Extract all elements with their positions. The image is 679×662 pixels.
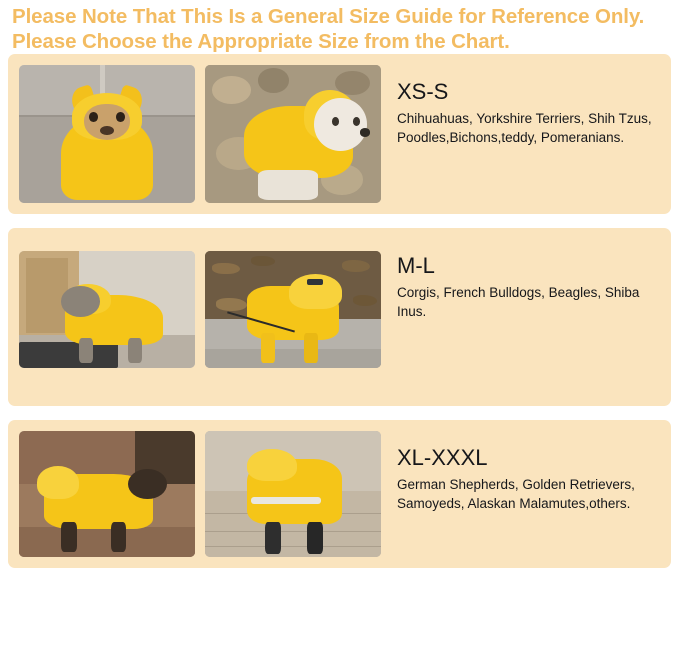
- size-label: XS-S: [397, 79, 449, 104]
- photo-dog-autumn-leaves: [205, 251, 381, 368]
- size-info-m-l: [397, 239, 660, 321]
- photo-chihuahua-raincoat: [19, 65, 195, 203]
- size-label: M-L: [397, 253, 435, 278]
- size-row-xl-xxxl: [8, 420, 671, 568]
- size-label: XL-XXXL: [397, 445, 488, 470]
- photo-large-dog-reflective: [205, 431, 381, 557]
- breed-list: Chihuahuas, Yorkshire Terriers, Shih Tzus, Poodles,Bichons,teddy, Pomeranians.: [397, 111, 652, 145]
- breed-list: Corgis, French Bulldogs, Beagles, Shiba Inus.: [397, 285, 640, 319]
- photo-dog-doorway: [19, 251, 195, 368]
- breed-list: German Shepherds, Golden Retrievers, Samoyeds, Alaskan Malamutes,others.: [397, 477, 635, 511]
- size-row-xs-s: [8, 54, 671, 214]
- page-title: Please Note That This Is a General Size Guide for Reference Only. Please Choose the Appropriate Size from the Chart.: [12, 5, 645, 53]
- size-info-xl-xxxl: [397, 431, 660, 513]
- size-info-xs-s: [397, 65, 660, 147]
- photo-large-dog-rug: [19, 431, 195, 557]
- photo-doodle-couch: [205, 65, 381, 203]
- size-row-m-l: [8, 228, 671, 406]
